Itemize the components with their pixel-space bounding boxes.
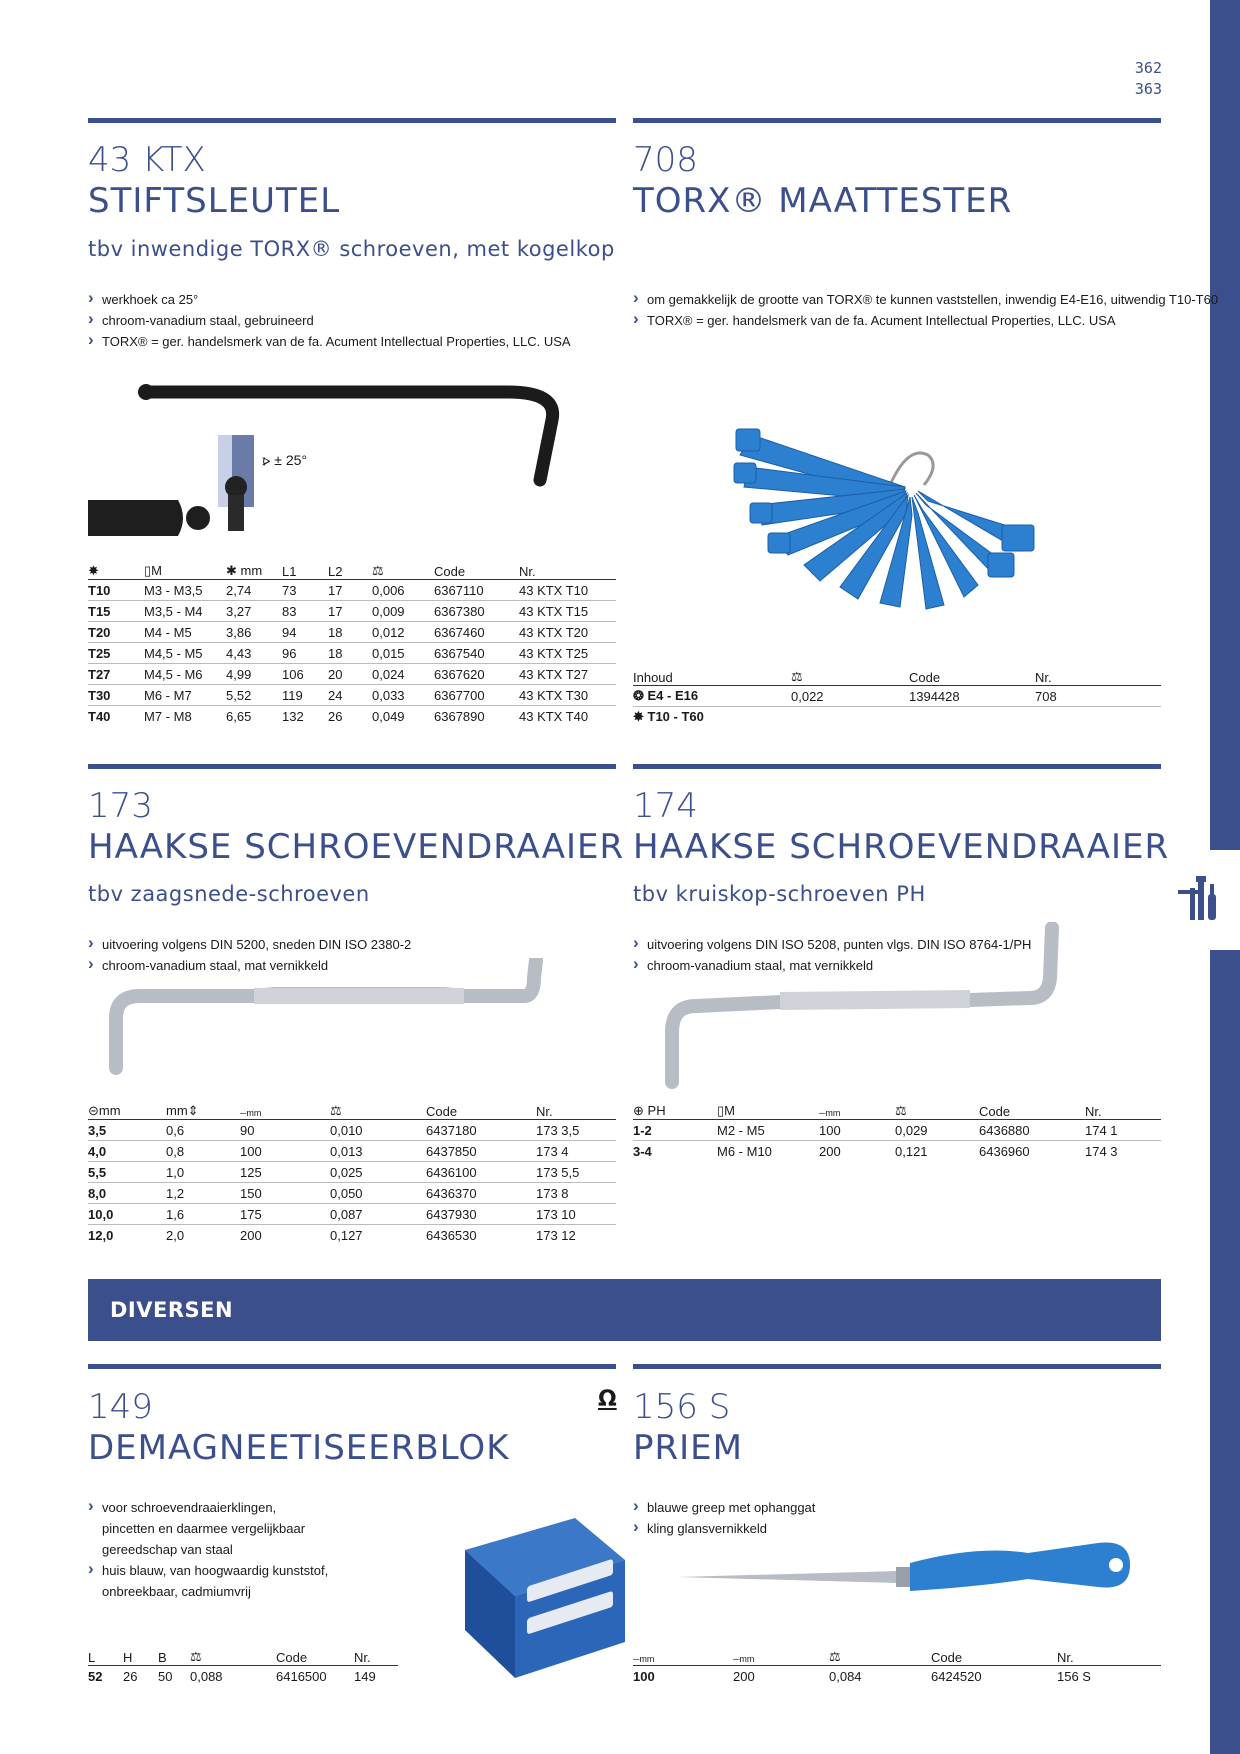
header-l1: L1 [282, 560, 328, 580]
weight-icon: ⚖ [829, 1646, 931, 1666]
section-rule [88, 764, 616, 769]
section-band [88, 1279, 1161, 1341]
p149-spec-table [88, 1646, 398, 1686]
awl-image [678, 1535, 1138, 1615]
length-header: ─mm [819, 1100, 895, 1120]
section-rule [633, 1364, 1161, 1369]
torx-icon: ✸ [88, 560, 144, 580]
table-row: ❂ E4 - E16 0,022 1394428 708 [633, 686, 1161, 707]
product-name: HAAKSE SCHROEVENDRAAIER [633, 827, 1170, 867]
phillips-icon: ⊕ [633, 1103, 644, 1118]
table-row: ✸ T10 - T60 [633, 709, 704, 724]
phillips-header: ⊕ PH [633, 1100, 717, 1120]
blade-width-header: ⊝mm [88, 1100, 166, 1120]
product-name: TORX® MAATTESTER [633, 181, 1013, 221]
header-l: L [88, 1646, 123, 1666]
length-header: ─mm [240, 1100, 330, 1120]
bullet-item: › huis blauw, van hoogwaardig kunststof, onbreekbaar, cadmiumvrij [88, 1560, 342, 1602]
header-nr: Nr. [1085, 1100, 1161, 1120]
angle-value: ± 25° [274, 452, 308, 468]
bullet-list [88, 289, 571, 352]
product-name: PRIEM [633, 1428, 743, 1468]
p156s-spec-table [633, 1646, 1161, 1686]
table-row: 100 200 0,084 6424520 156 S [633, 1668, 1091, 1684]
product-number: 43 KTX [88, 140, 206, 180]
angled-phillips-screwdriver-image [650, 922, 1070, 1092]
section-rule [88, 118, 616, 123]
blade-thickness-header: mm⇕ [166, 1100, 240, 1120]
table-row: T10 M3 - M3,5 2,74 73 17 0,006 6367110 43 KTX T10 [88, 580, 616, 601]
product-subtitle: tbv inwendige TORX® schroeven, met kogelkop [88, 237, 615, 261]
section-rule [633, 118, 1161, 123]
header-nr: Nr. [519, 560, 616, 580]
p708-spec-table [633, 666, 1161, 727]
weight-icon: ⚖ [895, 1100, 979, 1120]
table-header-row [88, 560, 616, 580]
blade-length-header: ─mm [633, 1646, 733, 1666]
table-row: T40 M7 - M8 6,65 132 26 0,049 6367890 43 KTX T40 [88, 708, 589, 724]
section-band-label: DIVERSEN [110, 1298, 234, 1322]
header-code: Code [426, 1100, 536, 1120]
magnet-icon: Ω [598, 1387, 617, 1412]
angle-label [262, 452, 307, 469]
weight-icon: ⚖ [190, 1646, 276, 1666]
bullet-list [633, 1497, 815, 1539]
bullet-list [88, 1497, 342, 1602]
table-row: 3,5 0,6 90 0,010 6437180 173 3,5 [88, 1120, 616, 1141]
table-row: 5,5 1,0 125 0,025 6436100 173 5,5 [88, 1162, 616, 1183]
weight-icon: ⚖ [791, 666, 909, 686]
bullet-item: › chroom-vanadium staal, mat vernikkeld [633, 955, 1031, 976]
header-code: Code [931, 1646, 1057, 1666]
product-number: 149 [88, 1387, 153, 1427]
table-row: 4,0 0,8 100 0,013 6437850 173 4 [88, 1141, 616, 1162]
product-number: 708 [633, 140, 698, 180]
product-subtitle: tbv zaagsnede-schroeven [88, 882, 370, 906]
angle-icon: ⦠ [262, 452, 271, 468]
table-row: 1-2 M2 - M5 100 0,029 6436880 174 1 [633, 1120, 1161, 1141]
page-numbers [1120, 58, 1162, 100]
header-nr: Nr. [1035, 666, 1161, 686]
ktx-key-image [88, 370, 568, 550]
product-name: HAAKSE SCHROEVENDRAAIER [88, 827, 625, 867]
bullet-item: › uitvoering volgens DIN ISO 5208, punten vlgs. DIN ISO 8764-1/PH [633, 934, 1031, 955]
table-row: 10,0 1,6 175 0,087 6437930 173 10 [88, 1204, 616, 1225]
header-h: H [123, 1646, 158, 1666]
bullet-item: › chroom-vanadium staal, mat vernikkeld [88, 955, 411, 976]
bullet-item: › blauwe greep met ophanggat [633, 1497, 815, 1518]
header-nr: Nr. [1057, 1646, 1161, 1666]
thread-icon: ▯M [717, 1100, 819, 1120]
header-nr: Nr. [536, 1100, 616, 1120]
table-row: 52 26 50 0,088 6416500 149 [88, 1668, 376, 1684]
bullet-item: › uitvoering volgens DIN 5200, sneden DIN ISO 2380-2 [88, 934, 411, 955]
tools-icon [1176, 870, 1226, 930]
product-name: DEMAGNEETISEERBLOK [88, 1428, 510, 1468]
bullet-item: › om gemakkelijk de grootte van TORX® te kunnen vaststellen, inwendig E4-E16, uitwendig T10-T60 [633, 289, 1218, 310]
bullet-item: › werkhoek ca 25° [88, 289, 571, 310]
weight-icon: ⚖ [372, 560, 434, 580]
bullet-item: › kling glansvernikkeld [633, 1518, 815, 1539]
table-row: T25 M4,5 - M5 4,43 96 18 0,015 6367540 43 KTX T25 [88, 643, 616, 664]
header-b: B [158, 1646, 190, 1666]
thread-icon: ▯M [144, 560, 226, 580]
page-number-left: 362 [1134, 59, 1162, 77]
demagnetizer-block-image [455, 1510, 630, 1685]
product-number: 156 S [633, 1387, 731, 1427]
table-row: T20 M4 - M5 3,86 94 18 0,012 6367460 43 KTX T20 [88, 622, 616, 643]
ktx-spec-table [88, 560, 616, 726]
torx-external-icon: ✸ [633, 709, 648, 724]
torx-internal-icon: ❂ [633, 688, 648, 703]
header-code: Code [979, 1100, 1085, 1120]
table-row: 8,0 1,2 150 0,050 6436370 173 8 [88, 1183, 616, 1204]
page-number-right: 363 [1134, 80, 1162, 98]
p174-spec-table [633, 1100, 1161, 1161]
bullet-list [633, 289, 1218, 331]
table-row: T27 M4,5 - M6 4,99 106 20 0,024 6367620 43 KTX T27 [88, 664, 616, 685]
product-number: 173 [88, 786, 153, 826]
product-subtitle: tbv kruiskop-schroeven PH [633, 882, 926, 906]
table-header-row [633, 666, 1161, 686]
bullet-item: › TORX® = ger. handelsmerk van de fa. Acument Intellectual Properties, LLC. USA [633, 310, 1218, 331]
table-row: 3-4 M6 - M10 200 0,121 6436960 174 3 [633, 1143, 1118, 1159]
header-code: Code [276, 1646, 354, 1666]
table-header-row [88, 1646, 398, 1666]
weight-icon: ⚖ [330, 1100, 426, 1120]
table-row: T30 M6 - M7 5,52 119 24 0,033 6367700 43 KTX T30 [88, 685, 616, 706]
header-code: Code [909, 666, 1035, 686]
total-length-header: ─mm [733, 1646, 829, 1666]
bullet-item: › TORX® = ger. handelsmerk van de fa. Acument Intellectual Properties, LLC. USA [88, 331, 571, 352]
header-nr: Nr. [354, 1646, 398, 1666]
table-row: T15 M3,5 - M4 3,27 83 17 0,009 6367380 43 KTX T15 [88, 601, 616, 622]
header-mm: ✱ mm [226, 560, 282, 580]
table-header-row [633, 1646, 1161, 1666]
table-header-row [88, 1100, 616, 1120]
product-name: STIFTSLEUTEL [88, 181, 341, 221]
bullet-item: › voor schroevendraaierklingen, pincetten en daarmee vergelijkbaar gereedschap van staal [88, 1497, 312, 1560]
table-header-row [633, 1100, 1161, 1120]
section-rule [633, 764, 1161, 769]
header-inhoud: Inhoud [633, 666, 791, 686]
angled-screwdriver-image [104, 958, 554, 1078]
header-l2: L2 [328, 560, 372, 580]
bullet-item: › chroom-vanadium staal, gebruineerd [88, 310, 571, 331]
header-code: Code [434, 560, 519, 580]
product-number: 174 [633, 786, 698, 826]
p173-spec-table [88, 1100, 616, 1245]
section-rule [88, 1364, 616, 1369]
table-row: 12,0 2,0 200 0,127 6436530 173 12 [88, 1227, 576, 1243]
torx-gauge-image [730, 425, 1060, 625]
